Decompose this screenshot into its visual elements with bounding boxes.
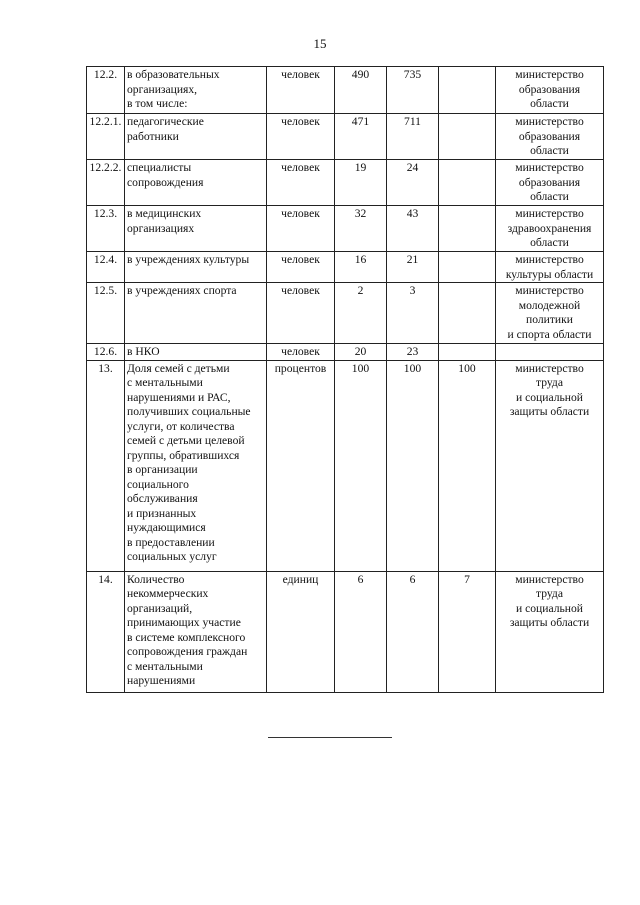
- value-cell-2: 3: [387, 283, 439, 344]
- value-cell-2: 711: [387, 114, 439, 160]
- indicator-name: Доля семей с детьми с ментальными нарушениями и РАС, получивших социальные услуги, от количества семей с детьми целевой группы, обратившихся в организации социального обслуживания и признанных нуждающимися в предоставлении социальных услуг: [125, 360, 267, 571]
- row-number: 14.: [87, 571, 125, 692]
- value-cell-1: 490: [335, 67, 387, 114]
- value-cell-2: 21: [387, 252, 439, 283]
- responsible-cell: министерство образования области: [496, 160, 604, 206]
- value-cell-3: [439, 114, 496, 160]
- row-number: 12.4.: [87, 252, 125, 283]
- indicator-name: в учреждениях спорта: [125, 283, 267, 344]
- responsible-cell: министерство труда и социальной защиты области: [496, 571, 604, 692]
- value-cell-1: 471: [335, 114, 387, 160]
- row-number: 13.: [87, 360, 125, 571]
- value-cell-1: 19: [335, 160, 387, 206]
- value-cell-2: 24: [387, 160, 439, 206]
- value-cell-3: 100: [439, 360, 496, 571]
- value-cell-1: 2: [335, 283, 387, 344]
- unit-cell: человек: [267, 252, 335, 283]
- table-row: [87, 114, 604, 160]
- value-cell-2: 735: [387, 67, 439, 114]
- table-row: [87, 160, 604, 206]
- value-cell-3: [439, 283, 496, 344]
- value-cell-3: [439, 252, 496, 283]
- value-cell-3: 7: [439, 571, 496, 692]
- value-cell-2: 100: [387, 360, 439, 571]
- row-number: 12.3.: [87, 206, 125, 252]
- unit-cell: человек: [267, 67, 335, 114]
- unit-cell: человек: [267, 283, 335, 344]
- value-cell-1: 20: [335, 344, 387, 361]
- row-number: 12.2.2.: [87, 160, 125, 206]
- unit-cell: процентов: [267, 360, 335, 571]
- unit-cell: человек: [267, 344, 335, 361]
- value-cell-3: [439, 206, 496, 252]
- value-cell-2: 43: [387, 206, 439, 252]
- indicator-name: в учреждениях культуры: [125, 252, 267, 283]
- unit-cell: человек: [267, 160, 335, 206]
- responsible-cell: министерство труда и социальной защиты области: [496, 360, 604, 571]
- indicator-name: в НКО: [125, 344, 267, 361]
- value-cell-2: 6: [387, 571, 439, 692]
- row-number: 12.5.: [87, 283, 125, 344]
- value-cell-3: [439, 160, 496, 206]
- end-of-document-rule: [268, 737, 392, 738]
- row-number: 12.6.: [87, 344, 125, 361]
- value-cell-1: 16: [335, 252, 387, 283]
- unit-cell: единиц: [267, 571, 335, 692]
- indicator-name: педагогические работники: [125, 114, 267, 160]
- table-row: [87, 206, 604, 252]
- unit-cell: человек: [267, 114, 335, 160]
- value-cell-1: 100: [335, 360, 387, 571]
- value-cell-2: 23: [387, 344, 439, 361]
- indicator-name: специалисты сопровождения: [125, 160, 267, 206]
- responsible-cell: министерство образования области: [496, 114, 604, 160]
- indicators-table: [86, 66, 604, 693]
- indicator-name: Количество некоммерческих организаций, принимающих участие в системе комплексного сопровождения граждан с ментальными нарушениями: [125, 571, 267, 692]
- value-cell-1: 32: [335, 206, 387, 252]
- unit-cell: человек: [267, 206, 335, 252]
- value-cell-3: [439, 344, 496, 361]
- table-row: [87, 67, 604, 114]
- page-number: 15: [313, 36, 327, 51]
- table-row: [87, 360, 604, 571]
- responsible-cell: [496, 344, 604, 361]
- responsible-cell: министерство здравоохранения области: [496, 206, 604, 252]
- row-number: 12.2.1.: [87, 114, 125, 160]
- indicator-name: в медицинских организациях: [125, 206, 267, 252]
- responsible-cell: министерство образования области: [496, 67, 604, 114]
- table-row: [87, 283, 604, 344]
- row-number: 12.2.: [87, 67, 125, 114]
- responsible-cell: министерство молодежной политики и спорта области: [496, 283, 604, 344]
- responsible-cell: министерство культуры области: [496, 252, 604, 283]
- indicator-name: в образовательных организациях, в том числе:: [125, 67, 267, 114]
- table-row: [87, 571, 604, 692]
- table-row: [87, 344, 604, 361]
- value-cell-1: 6: [335, 571, 387, 692]
- value-cell-3: [439, 67, 496, 114]
- table-row: [87, 252, 604, 283]
